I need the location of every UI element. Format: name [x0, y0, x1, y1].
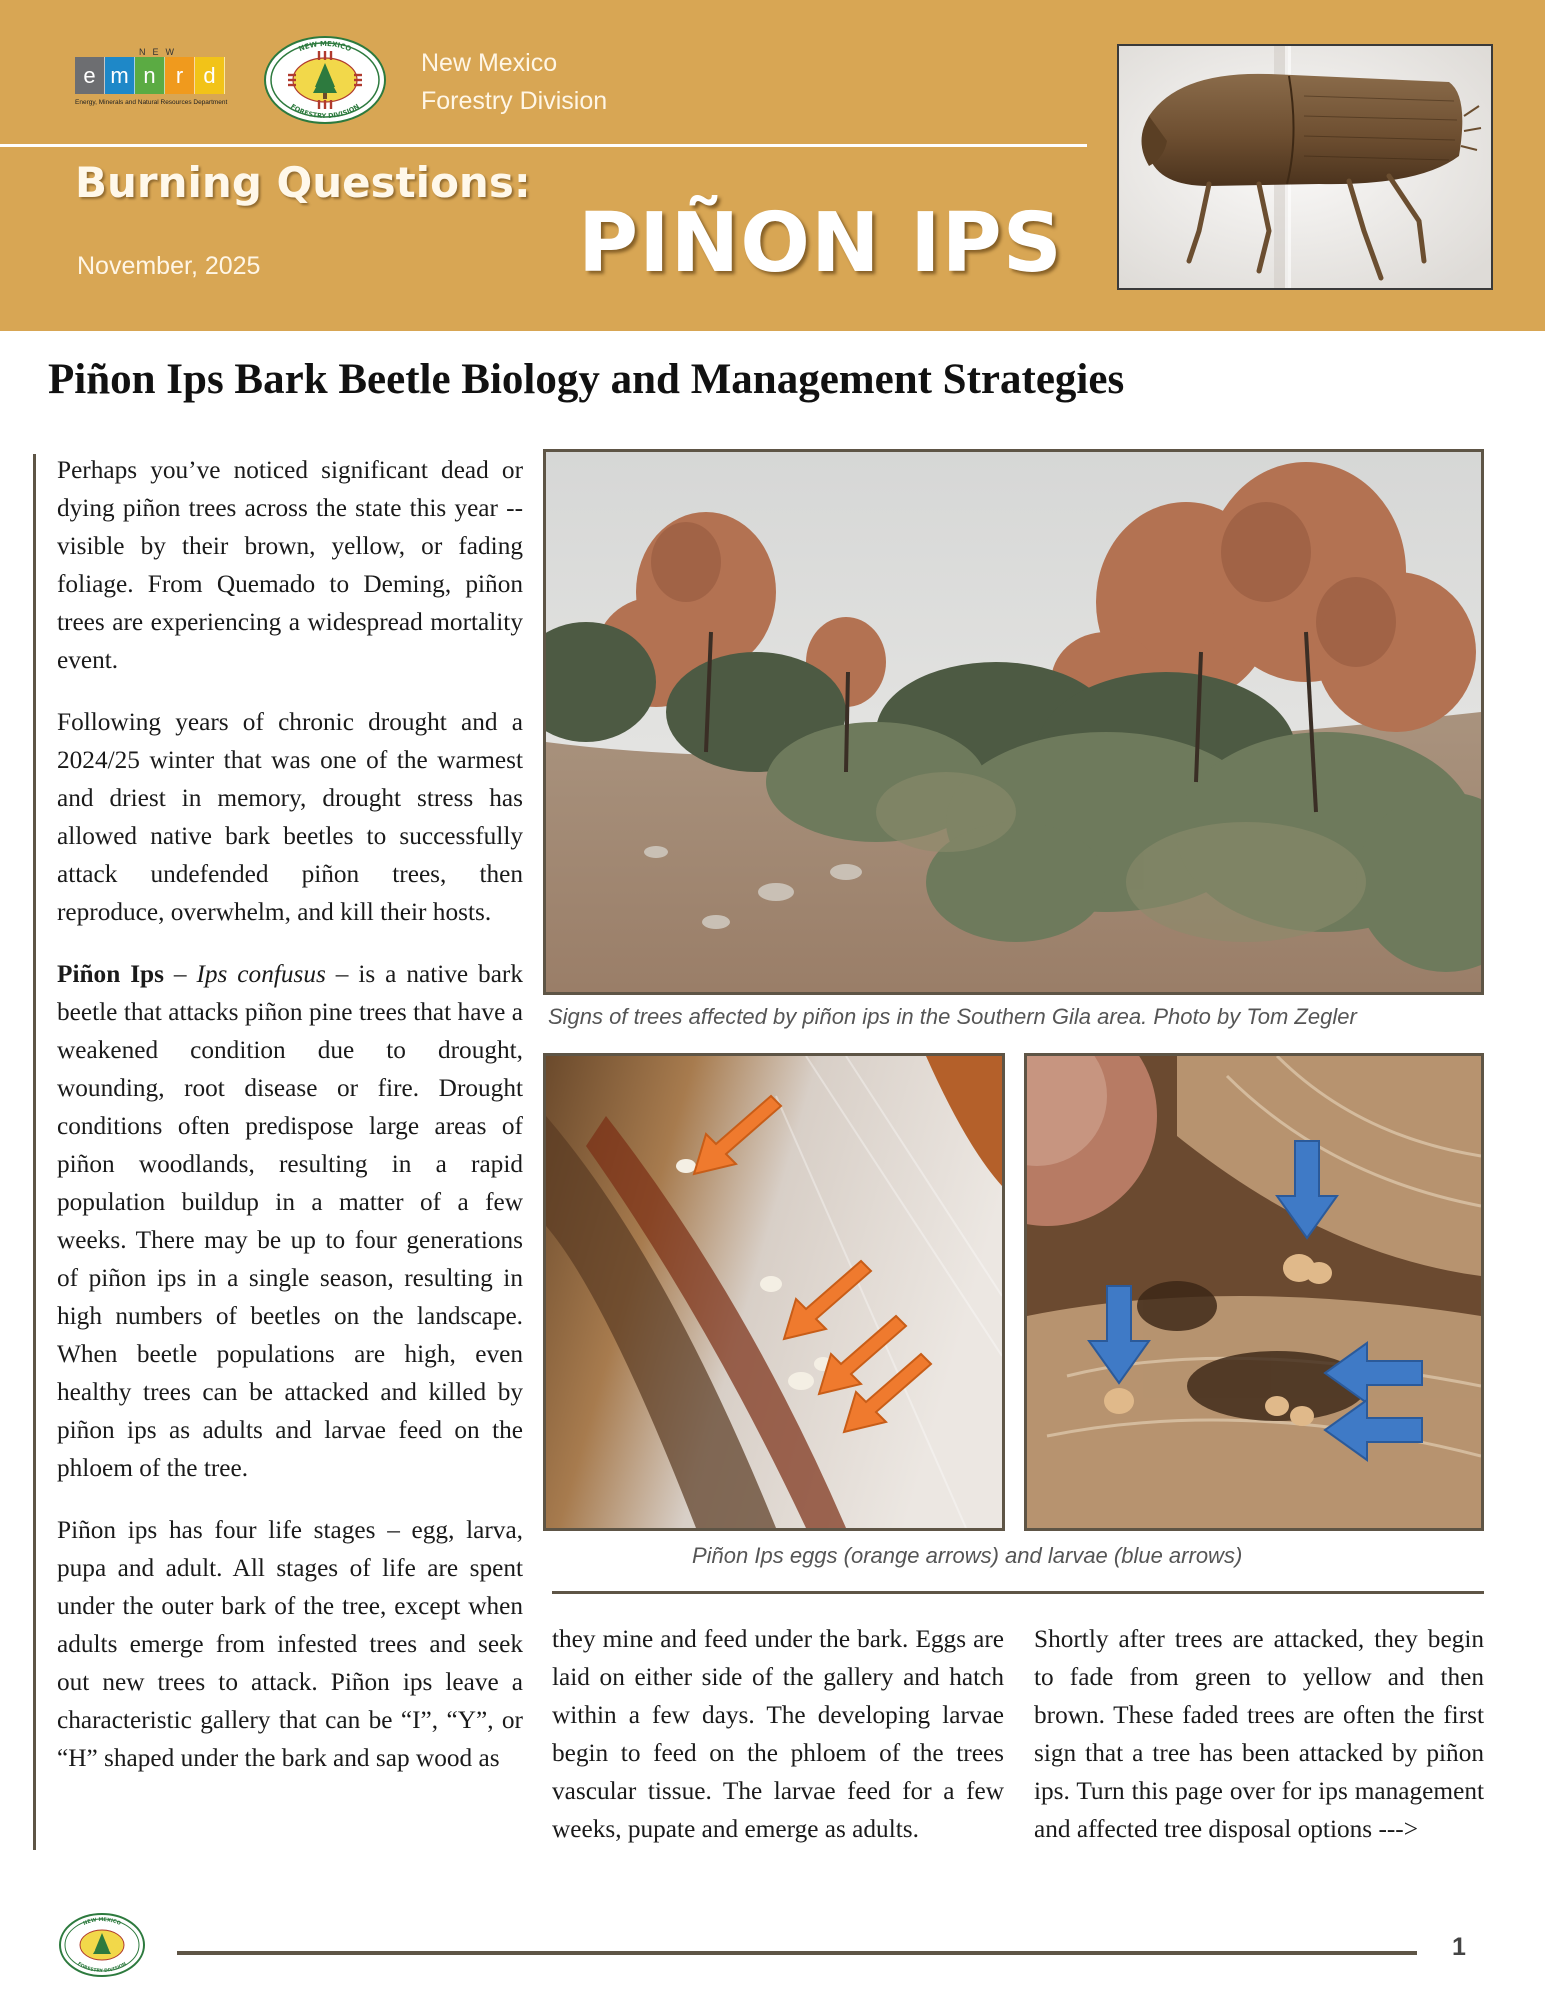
emnrd-label: NEW: [139, 47, 181, 57]
forestry-seal-logo: [263, 35, 387, 125]
paragraph-drought: Following years of chronic drought and a 2024/25 winter that was one of the warmest and driest in memory, drought stress has allowed native bark beetles to successfully attack undefended piñon trees, then reproduce, overwhelm, and kill their hosts.: [57, 708, 523, 926]
org-name-line2: Forestry Division: [421, 87, 608, 115]
emnrd-letter-e: e: [75, 57, 105, 94]
right-column: Shortly after trees are attacked, they begin to fade from green to yellow and then brown. These faded trees are often the first sign that a tree has been attacked by piñon ips. Turn this page over for ips management and affected tree disposal options --->: [1034, 1625, 1484, 1843]
org-name-line1: New Mexico: [421, 49, 558, 77]
emnrd-letter-m: m: [105, 57, 135, 94]
paragraph-pinon-ips-body: – is a native bark beetle that attacks piñon pine trees that have a weakened condition due to drought, wounding, root disease or fire. Drought conditions often predispose large areas of piñon woodlands, resulting in a rapid population buildup in a matter of a few weeks. There may be up to four generations of piñon ips in a single season, resulting in high numbers of beetles on the landscape. When beetle populations are high, even healthy trees can be attacked and killed by piñon ips as adults and larvae feed on the phloem of the tree.: [57, 960, 524, 1482]
footer-seal-bottom-text: FORESTRY DIVISION: [76, 1961, 128, 1975]
main-title: PIÑON IPS: [578, 196, 1063, 291]
emnrd-logo: [75, 57, 225, 94]
beetle-photo: [1117, 44, 1493, 290]
footer-seal-top-text: NEW MEXICO: [82, 1916, 122, 1927]
page-number: 1: [1452, 1933, 1466, 1961]
eggs-photo: [543, 1053, 1005, 1531]
larvae-photo: [1024, 1053, 1484, 1531]
footer-rule: [177, 1951, 1417, 1955]
landscape-caption: Signs of trees affected by piñon ips in the Southern Gila area. Photo by Tom Zegler: [548, 1004, 1357, 1029]
seal-top-text: NEW MEXICO: [297, 39, 353, 54]
paragraph-life-stages: Piñon ips has four life stages – egg, larva, pupa and adult. All stages of life are spent under the outer bark of the tree, except when adults emerge from infested trees and seek out new trees to attack. Piñon ips leave a characteristic gallery that can be “I”, “Y”, or “H” shaped under the bark and sap wood as: [57, 1516, 523, 1772]
footer-seal-logo: [58, 1912, 146, 1978]
emnrd-letter-n: n: [135, 57, 165, 94]
term-pinon-ips: Piñon Ips: [57, 960, 164, 988]
landscape-photo: [543, 449, 1484, 995]
article-title: Piñon Ips Bark Beetle Biology and Management Strategies: [48, 356, 1125, 403]
columns-divider: [552, 1591, 1484, 1594]
species-name: Ips confusus: [196, 960, 326, 988]
emnrd-subtitle: Energy, Minerals and Natural Resources Department: [75, 99, 228, 106]
emnrd-letter-r: r: [165, 57, 195, 94]
issue-date: November, 2025: [77, 252, 261, 280]
middle-column: they mine and feed under the bark. Eggs are laid on either side of the gallery and hatch within a few days. The developing larvae begin to feed on the phloem of the trees vascular tissue. The larvae feed for a few weeks, pupate and emerge as adults.: [552, 1625, 1004, 1843]
org-name: [421, 44, 607, 120]
left-column: [57, 451, 523, 1777]
left-column-rule: [33, 454, 36, 1850]
header-divider: [0, 144, 1087, 147]
eggs-larvae-caption: Piñon Ips eggs (orange arrows) and larvae (blue arrows): [692, 1543, 1243, 1568]
emnrd-letter-d: d: [195, 57, 225, 94]
paragraph-pinon-ips: Piñon Ips – Ips confusus – is a native bark beetle that attacks piñon pine trees that have a weakened condition due to drought, wounding, root disease or fire. Drought conditions often predispose large areas of piñon woodlands, resulting in a rapid population buildup in a matter of a few weeks. There may be up to four generations of piñon ips in a single season, resulting in high numbers of beetles on the landscape. When beetle populations are high, even healthy trees can be attacked and killed by piñon ips as adults and larvae feed on the phloem of the tree.: [57, 960, 524, 1482]
series-title: Burning Questions:: [75, 158, 531, 207]
seal-bottom-text: FORESTRY DIVISION: [289, 102, 361, 121]
paragraph-intro: Perhaps you’ve noticed significant dead or dying piñon trees across the state this year -- visible by their brown, yellow, or fading foliage. From Quemado to Deming, piñon trees are experiencing a widespread mortality event.: [57, 456, 523, 674]
